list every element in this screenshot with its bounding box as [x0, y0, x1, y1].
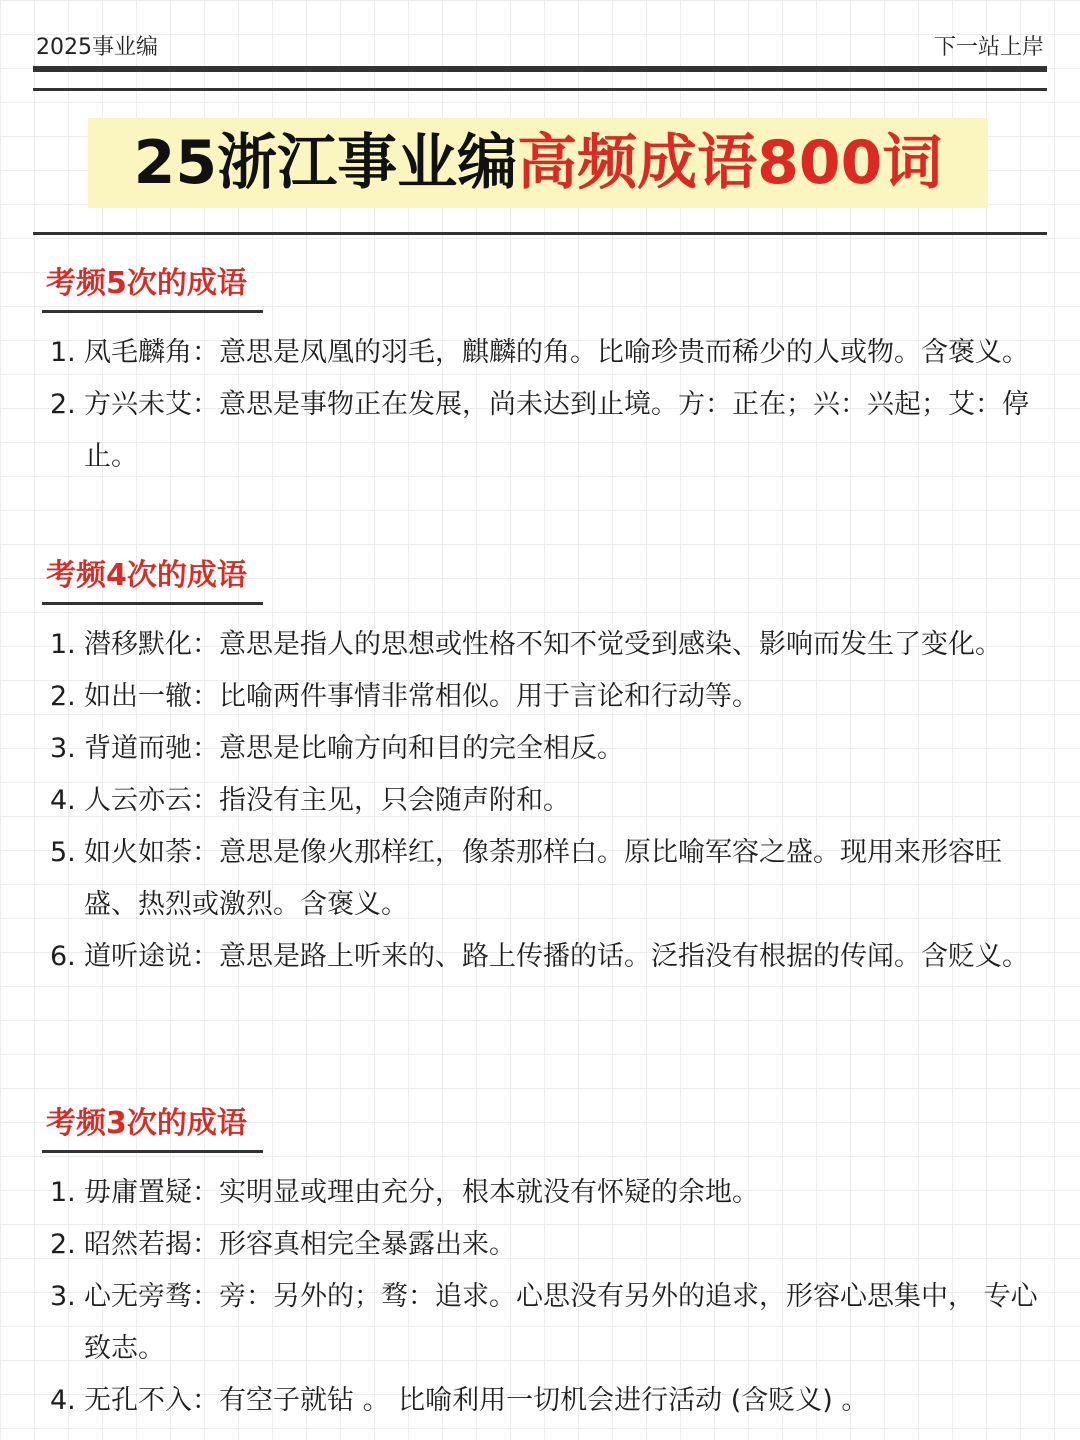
section-heading: 考频4次的成语 [42, 556, 263, 605]
section-freq-4 [42, 556, 1042, 983]
idiom-list [42, 1167, 1042, 1427]
item-text: 如出一辙：比喻两件事情非常相似。用于言论和行动等。 [84, 681, 759, 712]
page-title [88, 118, 988, 208]
header-left-label: 2025事业编 [36, 35, 158, 60]
list-item [42, 723, 1042, 775]
item-number: 6. [50, 941, 76, 972]
item-number: 5. [50, 837, 76, 868]
list-item [42, 1271, 1042, 1375]
list-item [42, 931, 1042, 983]
item-text: 心无旁骛：旁：另外的；骛：追求。心思没有另外的追求，形容心思集中， 专心致志。 [84, 1281, 1038, 1364]
header-right-label: 下一站上岸 [933, 35, 1044, 60]
list-item [42, 1167, 1042, 1219]
item-text: 方兴未艾：意思是事物正在发展，尚未达到止境。方：正在；兴：兴起；艾：停止。 [84, 389, 1029, 472]
page-title-highlight: 高频成语800词 [517, 128, 943, 198]
item-text: 凤毛麟角：意思是凤凰的羽毛，麒麟的角。比喻珍贵而稀少的人或物。含褒义。 [84, 337, 1029, 368]
item-number: 2. [50, 681, 76, 712]
item-text: 背道而驰：意思是比喻方向和目的完全相反。 [84, 733, 624, 764]
item-text: 道听途说：意思是路上听来的、路上传播的话。泛指没有根据的传闻。含贬义。 [84, 941, 1029, 972]
item-number: 2. [50, 1229, 76, 1260]
list-item [42, 827, 1042, 931]
item-text: 无孔不入：有空子就钻 。 比喻利用一切机会进行活动 (含贬义) 。 [84, 1385, 869, 1416]
item-number: 1. [50, 337, 76, 368]
item-number: 2. [50, 389, 76, 420]
list-item [42, 379, 1042, 483]
item-number: 1. [50, 629, 76, 660]
top-divider-thin [33, 88, 1047, 91]
idiom-list [42, 619, 1042, 983]
list-item [42, 327, 1042, 379]
section-heading: 考频5次的成语 [42, 264, 263, 313]
section-freq-5 [42, 264, 1042, 483]
item-text: 如火如荼：意思是像火那样红，像荼那样白。原比喻军容之盛。现用来形容旺盛、热烈或激烈。含褒义。 [84, 837, 1002, 920]
section-heading: 考频3次的成语 [42, 1104, 263, 1153]
item-text: 人云亦云：指没有主见，只会随声附和。 [84, 785, 570, 816]
idiom-list [42, 327, 1042, 483]
item-number: 3. [50, 733, 76, 764]
top-divider-thick [33, 66, 1047, 72]
item-number: 3. [50, 1281, 76, 1312]
list-item [42, 775, 1042, 827]
page-title-main: 25浙江事业编 [133, 128, 518, 198]
item-number: 1. [50, 1177, 76, 1208]
item-number: 4. [50, 1385, 76, 1416]
list-item [42, 1219, 1042, 1271]
list-item [42, 619, 1042, 671]
item-text: 潜移默化：意思是指人的思想或性格不知不觉受到感染、影响而发生了变化。 [84, 629, 1002, 660]
list-item [42, 671, 1042, 723]
item-text: 昭然若揭：形容真相完全暴露出来。 [84, 1229, 516, 1260]
title-divider [33, 232, 1047, 235]
item-number: 4. [50, 785, 76, 816]
list-item [42, 1375, 1042, 1427]
item-text: 毋庸置疑：实明显或理由充分，根本就没有怀疑的余地。 [84, 1177, 759, 1208]
section-freq-3 [42, 1104, 1042, 1427]
